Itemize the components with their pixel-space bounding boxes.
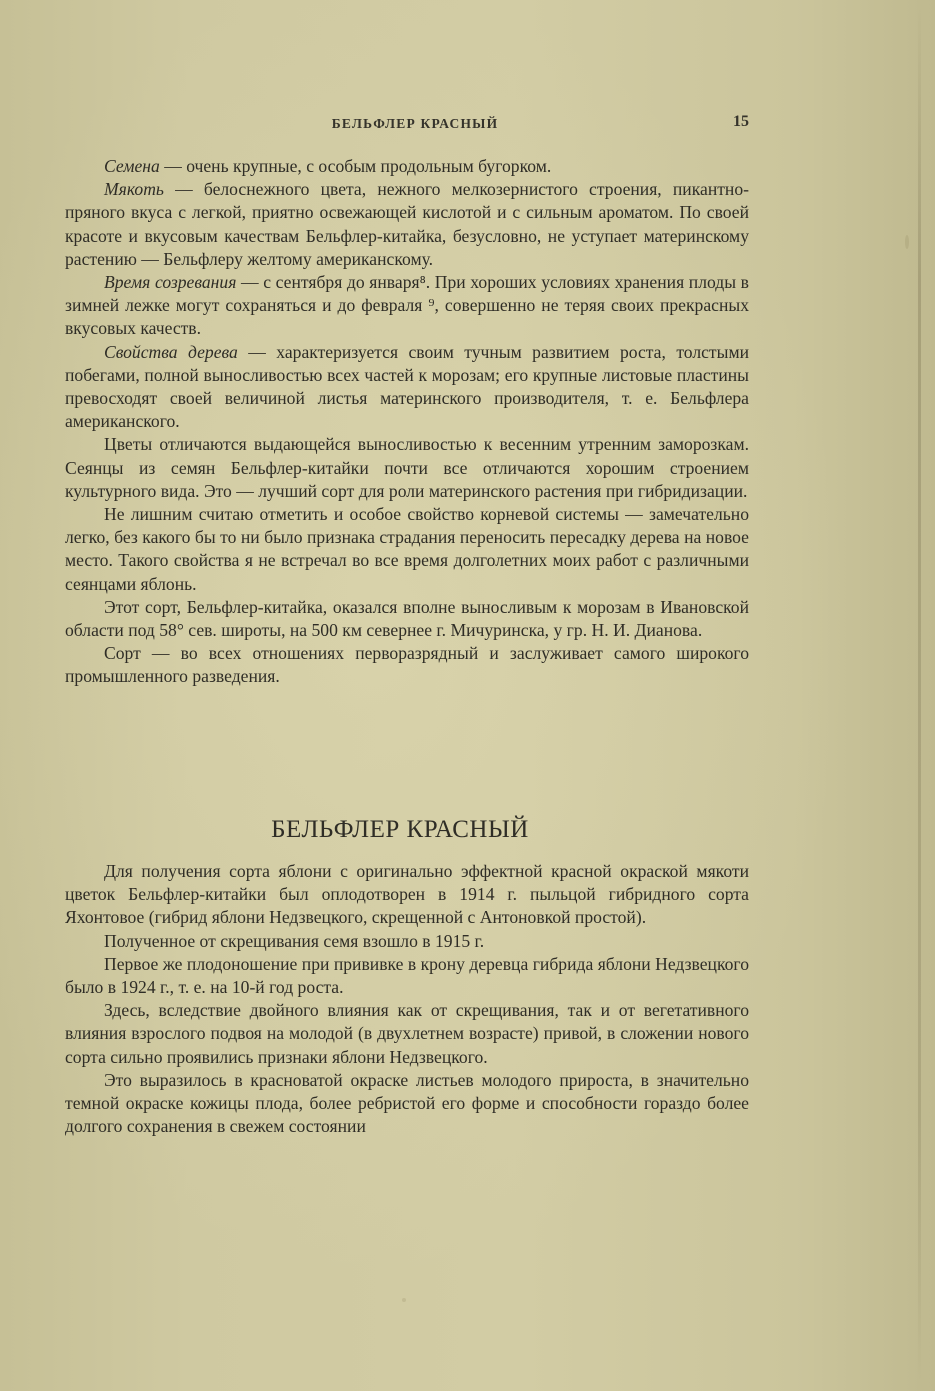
paragraph-hardiness: Этот сорт, Бельфлер-китайка, оказался вполне выносливым к морозам в Ивановской области под 58° сев. широты, на 500 км севернее г. Мичуринска, у гр. Н. И. Дианова.: [65, 596, 749, 641]
paper-stain: [905, 235, 909, 249]
paragraph-traits: Это выразилось в красноватой окраске листьев молодого прироста, в значительно темной окраске кожицы плода, более ребристой его форме и способности гораздо более долгого сохранения в свежем состоянии: [65, 1069, 749, 1137]
variety-description-text: [65, 155, 749, 689]
section-heading: БЕЛЬФЛЕР КРАСНЫЙ: [271, 816, 529, 843]
term-tree: Свойства дерева: [104, 341, 238, 362]
paragraph-roots: Не лишним считаю отметить и особое свойство корневой системы — замечательно легко, без какого бы то ни было признака страдания переносить пересадку дерева на новое место. Такого свойства я не встречал во все время долголетних моих работ с различными сеянцами яблонь.: [65, 504, 749, 594]
term-flesh: Мякоть: [104, 179, 164, 200]
running-title: БЕЛЬФЛЕР КРАСНЫЙ: [331, 116, 499, 131]
paragraph-ripening: [65, 271, 749, 341]
ripening-text: — с сентября до января⁸. При хороших условиях хранения плоды в зимней лежке могут сохраняться и до февраля ⁹, совершенно не теряя своих прекрасных вкусовых качеств.: [65, 272, 749, 339]
paper-stain: [402, 1298, 406, 1302]
page-fold-shadow: [918, 0, 921, 1391]
paragraph-tree: [65, 341, 749, 434]
paragraph-flesh: [65, 178, 749, 271]
paragraph-flowers: Цветы отличаются выдающейся выносливостью к весенним утренним заморозкам. Сеянцы из семян Бельфлер-китайки почти все отличаются хорошим строением культурного вида. Это — лучший сорт для роли материнского растения при гибридизации.: [65, 434, 749, 501]
page-number: 15: [733, 113, 749, 130]
term-ripening: Время созревания: [104, 272, 237, 293]
flesh-text: — белоснежного цвета, нежного мелкозернистого строения, пикантно-пряного вкуса с легкой, приятно освежающей кислотой и с сильным ароматом. По своей красоте и вкусовым качествам Бельфлер-китайка, безусловно, не уступает материнскому растению — Бельфлеру желтому американскому.: [65, 179, 749, 269]
paragraph-seeds: [65, 155, 749, 178]
paragraph-conclusion: Сорт — во всех отношениях первоpазрядный и заслуживает самого широкого промышленного разведения.: [65, 643, 749, 687]
paragraph-first-fruiting: Первое же плодоношение при прививке в крону деревца гибрида яблони Недзвецкого было в 1924 г., т. е. на 10-й год роста.: [65, 953, 749, 998]
paragraph-influence: Здесь, вследствие двойного влияния как от скрещивания, так и от вегетативного влияния взрослого подвоя на молодой (в двухлетнем возрасте) привой, в сложении нового сорта сильно проявились признаки яблони Недзвецкого.: [65, 1000, 749, 1067]
paragraph-germination: Полученное от скрещивания семя взошло в 1915 г.: [104, 930, 485, 951]
section-body-text: [65, 860, 749, 1138]
paragraph-origin: Для получения сорта яблони с оригинально эффектной красной окраской мякоти цветок Бельфлер-китайки был оплодотворен в 1914 г. пыльцой гибридного сорта Яхонтовое (гибрид яблони Недзвецкого, скрещенной с Антоновкой простой).: [65, 861, 749, 928]
tree-text: — характеризуется своим тучным развитием роста, толстыми побегами, полной выносливостью всех частей к морозам; его крупные листовые пластины превосходят своей величиной листья материнского производителя, т. е. Бельфлера американского.: [65, 341, 749, 432]
term-seeds: Семена: [104, 156, 160, 176]
seeds-text: — очень крупные, с особым продольным бугорком.: [159, 156, 552, 176]
